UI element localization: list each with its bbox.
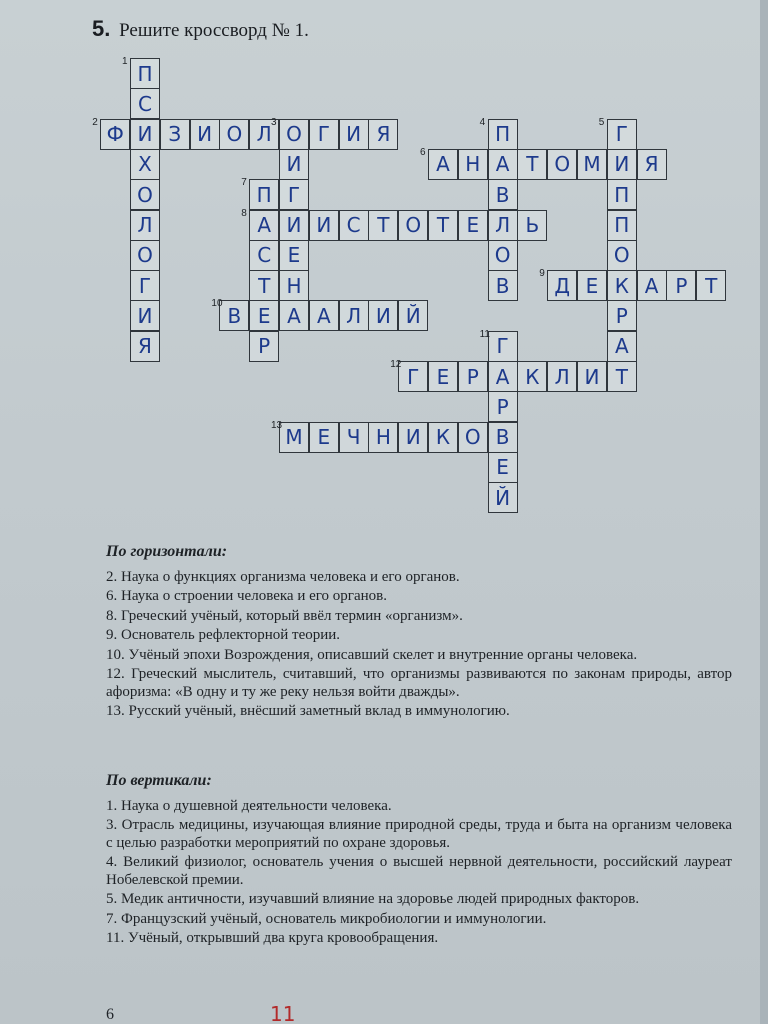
cell-letter: С: [257, 243, 272, 268]
cell-letter: Г: [615, 122, 628, 147]
cell-letter: Г: [287, 182, 301, 207]
crossword-cell: [428, 361, 458, 392]
crossword-cell: [488, 149, 518, 180]
clues-across: [106, 543, 732, 723]
crossword-cell: [279, 300, 309, 331]
cell-letter: Р: [466, 364, 479, 389]
crossword-cell: [488, 482, 518, 513]
crossword-cell: [130, 210, 160, 241]
crossword-cell: [130, 300, 160, 331]
cell-letter: В: [227, 303, 242, 328]
crossword-cell: [488, 452, 518, 483]
clue-across-9: 9. Основатель рефлекторной теории.: [106, 627, 341, 643]
clue-down-4: 4. Великий физиолог, основатель учения о высшей нервной деятельности, российский лауреат Нобелевской премии.: [106, 854, 732, 888]
crossword-cell: [271, 116, 309, 150]
crossword-cell: [339, 300, 369, 331]
cell-letter: Л: [554, 364, 570, 389]
cell-letter: А: [614, 334, 629, 359]
cell-letter: В: [495, 182, 510, 207]
cell-letter: Е: [585, 273, 599, 298]
cell-number: 2: [92, 116, 98, 128]
crossword-cell: [279, 270, 309, 301]
crossword-cell: [398, 422, 428, 453]
crossword-cell: [339, 422, 369, 453]
cell-letter: Е: [466, 213, 480, 237]
clue-down-1: 1. Наука о душевной деятельности человека.: [106, 797, 392, 814]
crossword-cell: [368, 422, 398, 453]
cell-number: 13: [271, 419, 283, 431]
cell-letter: Т: [526, 152, 539, 177]
crossword-cell: [607, 361, 637, 392]
crossword-cell: [309, 119, 339, 150]
clue-across-13: 13. Русский учёный, внёсший заметный вклад в иммунологию.: [106, 703, 510, 719]
crossword-cell: [607, 210, 637, 241]
clue-down-11: 11. Учёный, открывший два круга кровообращения.: [106, 930, 439, 946]
crossword-cell: [92, 116, 130, 150]
cell-letter: Й: [495, 485, 511, 510]
cell-letter: Т: [705, 273, 718, 298]
cell-letter: С: [138, 91, 152, 116]
cell-letter: М: [285, 425, 303, 450]
clue-down-3: 3. Отрасль медицины, изучающая влияние природной среды, труда и быта на организм человека с целью разработки мероприятий по охране здоровья.: [106, 817, 732, 851]
cell-letter: Н: [286, 273, 302, 298]
cell-number: 12: [390, 359, 402, 370]
cell-letter: Е: [257, 303, 271, 328]
cell-letter: Р: [496, 394, 509, 419]
cell-letter: Т: [436, 213, 450, 237]
crossword-cell: [249, 270, 279, 301]
crossword-cell: [539, 268, 577, 301]
crossword-cell: [547, 361, 577, 392]
crossword-cell: [577, 361, 607, 392]
crossword-cell: [309, 422, 339, 453]
cell-letter: Е: [287, 243, 301, 268]
cell-number: 11: [479, 328, 490, 340]
cell-letter: В: [495, 425, 510, 450]
cell-letter: И: [316, 213, 332, 237]
crossword-cell: [637, 270, 667, 301]
cell-letter: Р: [675, 273, 688, 298]
cell-number: 10: [211, 298, 223, 310]
crossword-cell: [420, 146, 458, 180]
clue-across-12: 12. Греческий мыслитель, считавший, что организмы развиваются по законам природы, автор афоризма: «В одну и ту же реку нельзя войти дважды».: [106, 666, 732, 700]
crossword-cell: [241, 207, 279, 241]
crossword-cell: [241, 177, 279, 210]
cell-letter: Л: [137, 213, 153, 237]
crossword-cell: [607, 300, 637, 331]
cell-letter: О: [137, 243, 153, 268]
cell-letter: А: [436, 152, 450, 177]
crossword-cell: [122, 56, 160, 89]
cell-letter: Д: [554, 273, 570, 298]
cell-letter: Г: [496, 334, 509, 359]
crossword-cell: [488, 179, 518, 210]
cell-letter: И: [584, 364, 600, 389]
cell-letter: О: [554, 152, 571, 177]
crossword-cell: [249, 331, 279, 362]
crossword-cell: [598, 116, 637, 150]
cell-letter: Я: [644, 152, 659, 177]
cell-letter: Л: [495, 213, 511, 237]
crossword-cell: [130, 149, 160, 180]
crossword-cell: [428, 210, 458, 241]
crossword-cell: [279, 149, 309, 180]
crossword-cell: [130, 88, 160, 119]
crossword-cell: [458, 422, 488, 453]
crossword-cell: [488, 270, 518, 301]
handwritten-mark: 11: [270, 1002, 296, 1024]
crossword-cell: [607, 240, 637, 271]
cell-letter: И: [346, 122, 362, 147]
crossword-cell: [279, 240, 309, 271]
crossword-cell: [219, 119, 249, 150]
cell-letter: И: [197, 122, 213, 147]
cell-letter: П: [614, 182, 630, 207]
crossword-cell: [577, 149, 607, 180]
crossword-cell: [488, 422, 518, 453]
cell-letter: К: [614, 273, 629, 298]
cell-letter: И: [375, 303, 391, 328]
cell-number: 6: [420, 146, 426, 158]
cell-letter: И: [614, 152, 630, 177]
cell-letter: Т: [258, 273, 271, 298]
crossword-cell: [130, 119, 160, 150]
cell-letter: Й: [405, 303, 421, 328]
cell-letter: И: [137, 122, 153, 147]
crossword-cell: [488, 210, 518, 241]
crossword-cell: [279, 179, 309, 210]
crossword-cell: [666, 270, 696, 301]
across-heading: По горизонтали:: [106, 543, 228, 560]
cell-letter: А: [316, 303, 331, 328]
cell-letter: Р: [258, 334, 271, 359]
crossword-cell: [458, 210, 488, 241]
cell-letter: П: [137, 61, 153, 86]
crossword-cell: [577, 270, 607, 301]
crossword-cell: [368, 300, 398, 331]
cell-number: 9: [539, 268, 545, 280]
cell-number: 3: [271, 116, 277, 128]
cell-letter: Я: [376, 122, 391, 147]
cell-letter: Х: [138, 152, 152, 177]
crossword-cell: [398, 210, 428, 241]
crossword-cell: [479, 116, 518, 150]
crossword-cell: [339, 119, 369, 150]
cell-letter: Н: [465, 152, 481, 177]
task-number: 5.: [92, 16, 111, 41]
cell-letter: Ф: [106, 122, 124, 147]
cell-letter: З: [168, 122, 182, 147]
cell-letter: А: [257, 213, 272, 237]
cell-letter: А: [495, 152, 510, 177]
cell-letter: П: [256, 182, 272, 207]
cell-letter: О: [494, 243, 511, 268]
crossword-cell: [607, 270, 637, 301]
cell-number: 8: [241, 207, 247, 219]
cell-letter: И: [286, 213, 302, 237]
crossword-cell: [271, 419, 309, 453]
cell-letter: Е: [496, 455, 509, 480]
cell-letter: В: [495, 273, 510, 298]
crossword-cell: [428, 422, 458, 453]
crossword-cell: [488, 240, 518, 271]
crossword-cell: [130, 270, 160, 301]
cell-letter: О: [137, 182, 153, 207]
crossword-cell: [458, 149, 488, 180]
crossword-cell: [160, 119, 190, 150]
cell-letter: К: [525, 364, 540, 389]
cell-letter: Т: [377, 213, 390, 237]
clue-across-10: 10. Учёный эпохи Возрождения, описавший скелет и внутренние органы человека.: [106, 646, 638, 663]
cell-number: 5: [598, 116, 605, 128]
cell-letter: Г: [407, 364, 420, 389]
cell-letter: Г: [138, 273, 152, 298]
crossword-cell: [607, 179, 637, 210]
cell-letter: Т: [615, 364, 628, 389]
crossword-cell: [249, 240, 279, 271]
crossword-cell: [488, 361, 518, 392]
crossword-cell: [696, 270, 726, 301]
cell-letter: Н: [375, 425, 391, 450]
cell-letter: О: [286, 122, 302, 147]
cell-letter: Я: [138, 334, 152, 359]
crossword-cell: [368, 119, 398, 150]
crossword-cell: [390, 359, 428, 392]
crossword-cell: [488, 391, 518, 422]
task-title: Решите кроссворд № 1.: [119, 20, 309, 41]
crossword-cell: [607, 331, 637, 362]
crossword-cell: [211, 298, 249, 331]
cell-letter: П: [495, 122, 511, 147]
cell-letter: И: [286, 152, 302, 177]
cell-letter: И: [137, 303, 153, 328]
cell-letter: П: [614, 213, 630, 237]
clue-down-5: 5. Медик античности, изучавший влияние на здоровье людей природных факторов.: [106, 891, 640, 907]
crossword-cell: [190, 119, 220, 150]
cell-letter: А: [287, 303, 301, 328]
cell-letter: Е: [436, 364, 450, 389]
cell-letter: Ь: [525, 213, 540, 237]
crossword-cell: [249, 300, 279, 331]
crossword-cell: [547, 149, 577, 180]
crossword-cell: [130, 331, 160, 362]
clue-across-6: 6. Наука о строении человека и его органов.: [106, 588, 387, 604]
clues-down: [106, 772, 732, 950]
clue-across-2: 2. Наука о функциях организма человека и его органов.: [106, 568, 460, 585]
cell-letter: Л: [256, 122, 272, 147]
cell-number: 7: [241, 177, 247, 189]
cell-letter: О: [464, 425, 481, 450]
crossword-cell: [309, 300, 339, 331]
crossword-cell: [398, 300, 428, 331]
clue-down-7: 7. Французский учёный, основатель микробиологии и иммунологии.: [106, 910, 547, 927]
cell-letter: Г: [317, 122, 330, 147]
cell-letter: К: [435, 425, 451, 450]
crossword-cell: [517, 210, 547, 241]
crossword-cell: [339, 210, 369, 241]
cell-letter: С: [346, 213, 361, 237]
cell-letter: М: [583, 152, 601, 177]
cell-letter: Р: [615, 303, 628, 328]
crossword-cell: [607, 149, 637, 180]
clue-across-8: 8. Греческий учёный, который ввёл термин «организм».: [106, 607, 463, 624]
page-number: 6: [106, 1006, 114, 1023]
cell-letter: А: [495, 364, 510, 389]
crossword-cell: [479, 328, 518, 362]
crossword-cell: [517, 149, 547, 180]
cell-letter: А: [644, 273, 659, 298]
crossword-cell: [130, 240, 160, 271]
cell-letter: Ч: [346, 425, 361, 450]
cell-number: 4: [479, 116, 486, 128]
crossword-cell: [130, 179, 160, 210]
crossword-cell: [368, 210, 398, 241]
cell-letter: Е: [317, 425, 331, 450]
crossword-cell: [309, 210, 339, 241]
cell-letter: Л: [346, 303, 362, 328]
down-heading: По вертикали:: [106, 772, 212, 789]
crossword-cell: [517, 361, 547, 392]
cell-letter: И: [405, 425, 421, 450]
crossword-cell: [279, 210, 309, 241]
crossword-cell: [458, 361, 488, 392]
cell-number: 1: [122, 56, 128, 67]
crossword-cell: [637, 149, 667, 180]
cell-letter: О: [226, 122, 243, 147]
cell-letter: О: [405, 213, 422, 237]
cell-letter: О: [613, 243, 630, 268]
